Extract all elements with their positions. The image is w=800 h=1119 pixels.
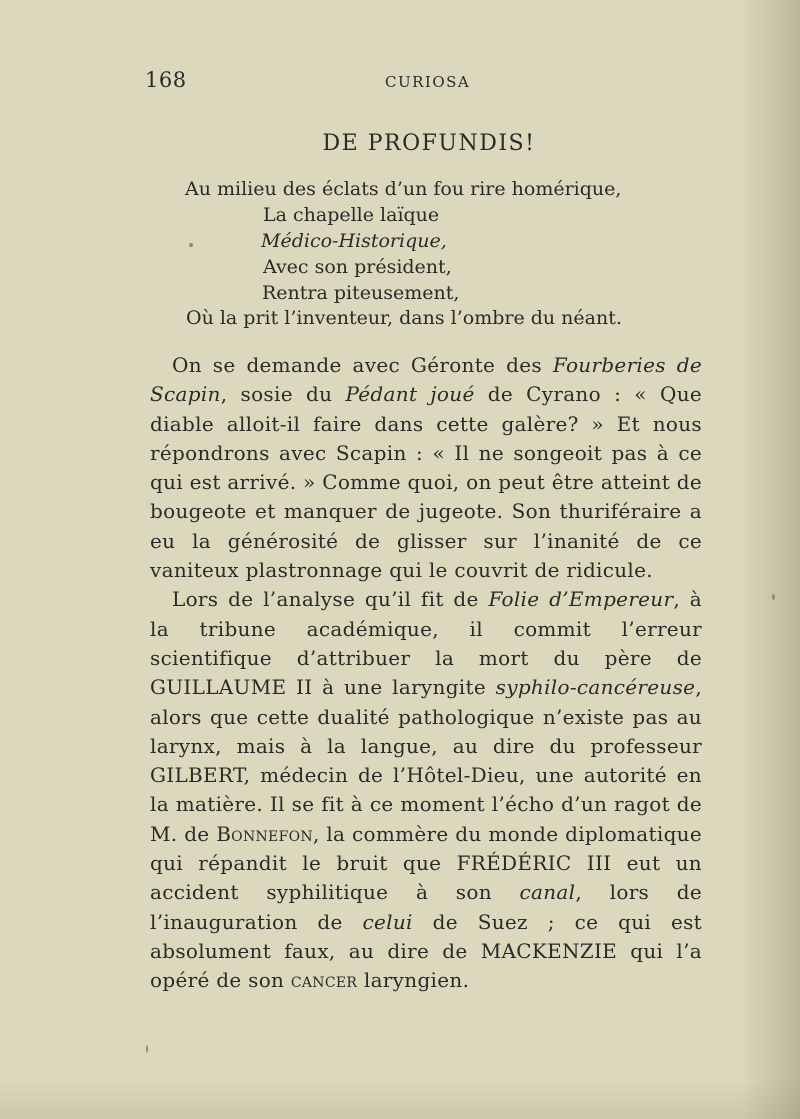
paragraph (150, 585, 702, 995)
small-caps-term: cancer (290, 968, 358, 993)
verse-line: Au milieu des éclats d’un fou rire homérique, (185, 178, 622, 200)
italic-title: Folie d’Empereur (488, 587, 674, 612)
verse-line: Rentra piteusement, (262, 282, 460, 304)
small-caps-name: Bonnefon (216, 821, 313, 846)
paragraph (150, 351, 702, 585)
italic-term: canal (519, 880, 576, 905)
paper-speck (772, 594, 775, 600)
text-run: , à la tribune académique, il commit l’erreur scientifique d’attribuer la mort du père de GUILLAUME II à une laryngite (150, 587, 702, 700)
verse-line: Avec son président, (263, 256, 452, 278)
page-bottom-shadow (0, 1079, 800, 1119)
text-run: On se demande avec Géronte des (172, 353, 553, 377)
text-run: , lors de l’inauguration de (150, 880, 702, 934)
text-run: , la commère du monde diplomatique qui répandit le bruit que FRÉDÉRIC III eut un accident syphilitique à son (150, 821, 702, 905)
page-edge-shadow (740, 0, 800, 1119)
paper-speck (146, 1045, 148, 1053)
body-text (150, 351, 702, 996)
running-title: CURIOSA (385, 73, 471, 91)
italic-term: celui (362, 909, 413, 934)
verse-line: Médico-Historique, (261, 230, 447, 252)
poem-title: DE PROFUNDIS! (322, 131, 536, 156)
text-run: , alors que cette dualité pathologique n’existe pas au larynx, mais à la langue, au dire du professeur GILBERT, médecin de l’Hôtel-Dieu, une autorité en la matière. Il se fit à ce moment l’écho d’un ragot de M. de (150, 675, 702, 846)
text-run: de Suez ; ce qui est absolument faux, au dire de MACKENZIE qui l’a opéré de son (150, 909, 702, 993)
verse-line: La chapelle laïque (263, 204, 440, 226)
running-head (145, 68, 705, 98)
text-run: de Cyrano : « Que diable alloit-il faire dans cette galère? » Et nous répondrons avec Scapin : « Il ne songeoit pas à ce qui est arrivé. » Comme quoi, on peut être atteint de bougeote et manquer de jugeote. Son thuriféraire a eu la générosité de glisser sur l’inanité de ce vaniteux plastronnage qui le couvrit de ridicule. (150, 382, 703, 583)
text-run: laryngien. (357, 968, 470, 993)
text-run: , sosie du (220, 382, 346, 407)
page-number: 168 (145, 68, 187, 92)
italic-title: Pédant joué (345, 382, 475, 407)
italic-title: Fourberies de Scapin (150, 353, 702, 407)
paper-speck (189, 243, 193, 247)
text-run: Lors de l’analyse qu’il fit de (172, 587, 489, 612)
italic-term: syphilo-cancéreuse (495, 675, 696, 700)
verse-line: Où la prit l’inventeur, dans l’ombre du néant. (186, 307, 622, 329)
